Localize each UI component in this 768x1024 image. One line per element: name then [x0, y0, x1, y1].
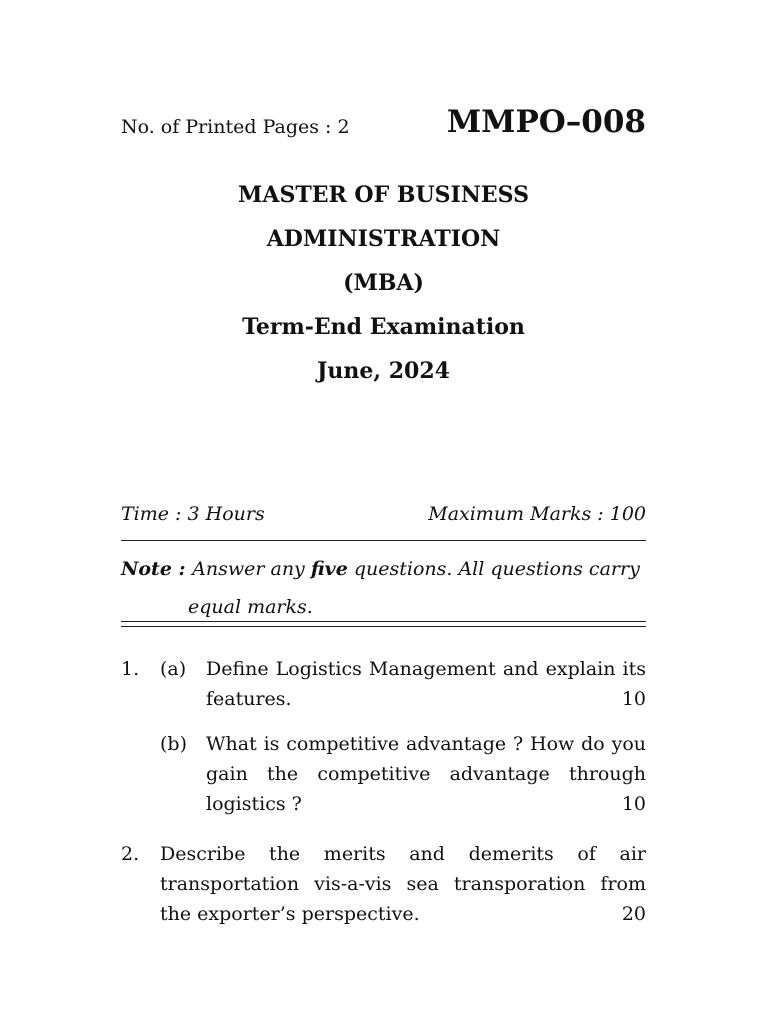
question-marks: 20	[621, 903, 646, 925]
degree-title-line-2: ADMINISTRATION	[266, 226, 501, 252]
paper-code: MMPO–008	[446, 104, 646, 140]
question-1b	[160, 729, 646, 819]
question-text: Describe the merits and demerits of air transportation vis-a-vis sea transporation from the exporter’s perspective.	[160, 843, 646, 925]
instructions-note	[121, 550, 646, 626]
question-1a	[160, 654, 646, 714]
question-1	[121, 654, 646, 819]
divider-double	[121, 621, 646, 627]
exam-title-block	[121, 176, 646, 396]
note-text-c: equal marks.	[188, 596, 313, 618]
degree-abbreviation: (MBA)	[343, 270, 424, 296]
note-label: Note	[121, 558, 172, 580]
note-text-b: questions. All questions carry	[347, 558, 640, 580]
question-marks: 10	[621, 793, 646, 815]
note-emphasis: five	[310, 558, 348, 580]
note-text-a: Answer any	[192, 558, 311, 580]
sub-question-body	[206, 654, 646, 714]
printed-pages-count: No. of Printed Pages : 2	[121, 116, 350, 138]
time-allowed: Time : 3 Hours	[121, 503, 265, 525]
divider-single	[121, 540, 646, 541]
page-header	[121, 104, 646, 148]
exam-page	[121, 0, 646, 1024]
question-marks: 10	[621, 688, 646, 710]
maximum-marks: Maximum Marks : 100	[428, 503, 646, 525]
question-2	[121, 839, 646, 929]
sub-question-text: What is competitive advantage ? How do you gain the competitive advantage through logistics ?	[206, 733, 646, 815]
exam-session: June, 2024	[317, 358, 450, 384]
sub-question-label: (b)	[160, 733, 187, 755]
exam-type: Term-End Examination	[242, 314, 525, 340]
degree-title-line-1: MASTER OF BUSINESS	[238, 182, 529, 208]
question-list	[121, 654, 646, 929]
question-number: 2.	[121, 843, 140, 865]
sub-question-body	[206, 729, 646, 819]
question-body	[160, 839, 646, 929]
question-number: 1.	[121, 658, 140, 680]
sub-question-text: Define Logistics Management and explain its features.	[206, 658, 646, 710]
sub-question-label: (a)	[160, 658, 187, 680]
note-colon: :	[171, 558, 193, 580]
